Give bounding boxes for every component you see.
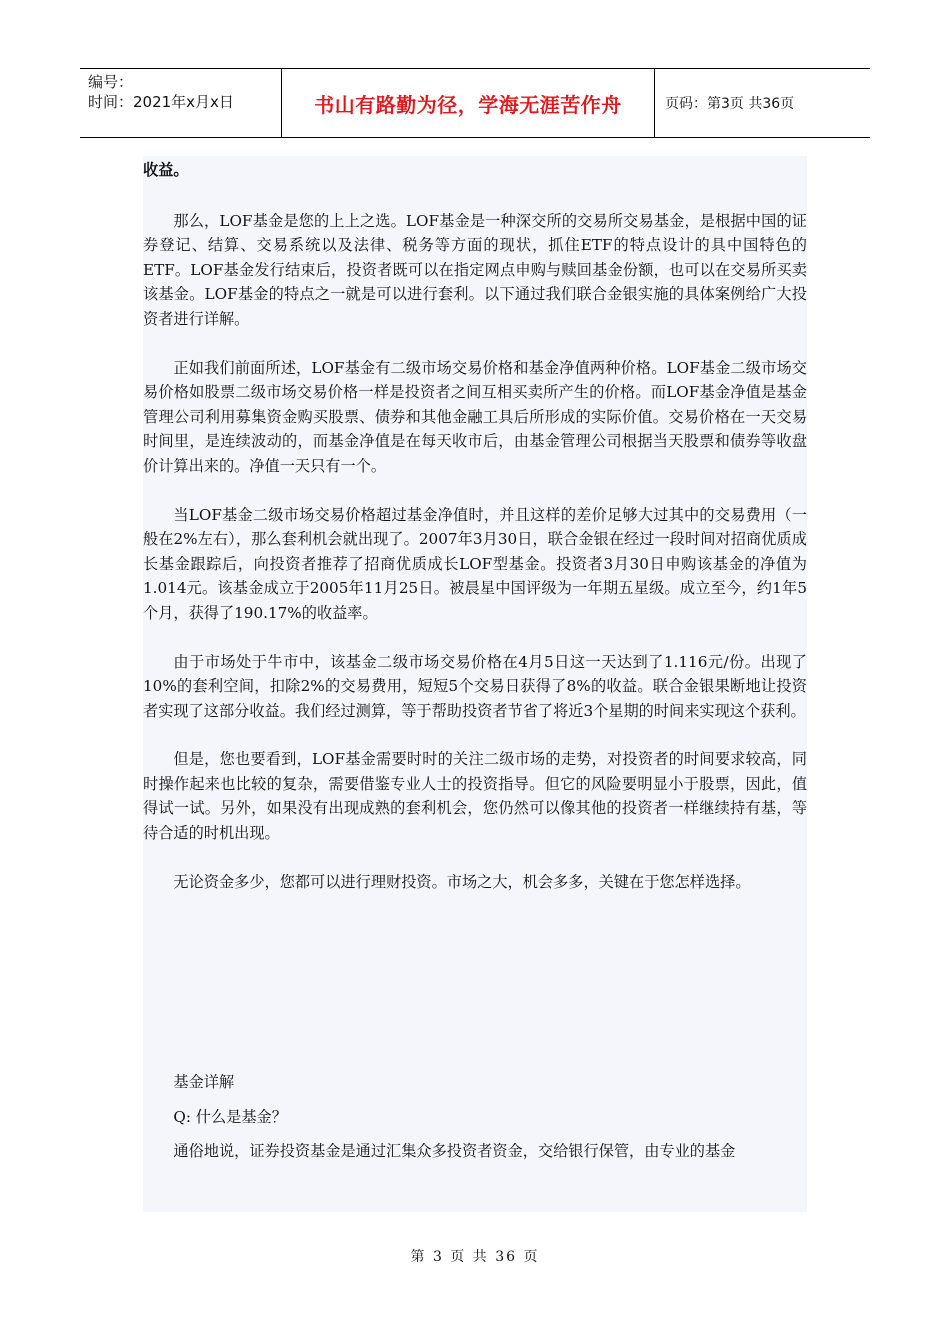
question-text: Q: 什么是基金？ (173, 1107, 287, 1126)
paragraph: 那么，LOF基金是您的上上之选。LOF基金是一种深交所的交易所交易基金，是根据中国的证券登记、结算、交易系统以及法律、税务等方面的现状，抓住ETF的特点设计的具中国特色的ETF。LOF基金发行结束后，投资者既可以在指定网点申购与赎回基金份额，也可以在交易所买卖该基金。LOF基金的特点之一就是可以进行套利。以下通过我们联合金银实施的具体案例给广大投资者进行详解。 (143, 211, 807, 328)
lead-text: 收益。 (143, 161, 189, 179)
section-title: 基金详解 (173, 1073, 235, 1092)
answer-text: 通俗地说，证券投资基金是通过汇集众多投资者资金，交给银行保管，由专业的基金 (173, 1142, 736, 1161)
paragraph: 由于市场处于牛市中，该基金二级市场交易价格在4月5日这一天达到了1.116元/份。出现了10%的套利空间，扣除2%的交易费用，短短5个交易日获得了8%的收益。联合金银果断地让投资者实现了这部分收益。我们经过测算，等于帮助投资者节省了将近3个星期的时间来实现这个获利。 (143, 652, 807, 720)
paragraph: 正如我们前面所述，LOF基金有二级市场交易价格和基金净值两种价格。LOF基金二级市场交易价格如股票二级市场交易价格一样是投资者之间互相买卖所产生的价格。而LOF基金净值是基金管理公司利用募集资金购买股票、债券和其他金融工具后所形成的实际价值。交易价格在一天交易时间里，是连续波动的，而基金净值是在每天收市后，由基金管理公司根据当天股票和债券等收盘价计算出来的。净值一天只有一个。 (143, 358, 807, 475)
paragraph: 当LOF基金二级市场交易价格超过基金净值时，并且这样的差价足够大过其中的交易费用（一般在2%左右），那么套利机会就出现了。2007年3月30日，联合金银在经过一段时间对招商优质成长基金跟踪后，向投资者推荐了招商优质成长LOF型基金。投资者3月30日申购该基金的净值为1.014元。该基金成立于2005年11月25日。被晨星中国评级为一年期五星级。成立至今，约1年5个月，获得了190.17%的收益率。 (143, 505, 807, 622)
header-page-info: 页码：第3页 共36页 (665, 96, 795, 112)
header-meta (80, 69, 282, 137)
header-motto: 书山有路勤为径，学海无涯苦作舟 (282, 69, 655, 137)
document-time-label: 时间：2021年x月x日 (88, 93, 234, 111)
document-header (80, 68, 870, 138)
paragraph: 但是，您也要看到，LOF基金需要时时的关注二级市场的走势，对投资者的时间要求较高，同时操作起来也比较的复杂，需要借鉴专业人士的投资指导。但它的风险要明显小于股票，因此，值得试一试。另外，如果没有出现成熟的套利机会，您仍然可以像其他的投资者一样继续持有基，等待合适的时机出现。 (143, 750, 807, 843)
page-footer: 第 3 页 共 36 页 (410, 1249, 540, 1265)
closing-paragraph: 无论资金多少，您都可以进行理财投资。市场之大，机会多多，关键在于您怎样选择。 (173, 872, 751, 891)
document-body (143, 156, 807, 1212)
document-number-label: 编号： (88, 73, 134, 91)
